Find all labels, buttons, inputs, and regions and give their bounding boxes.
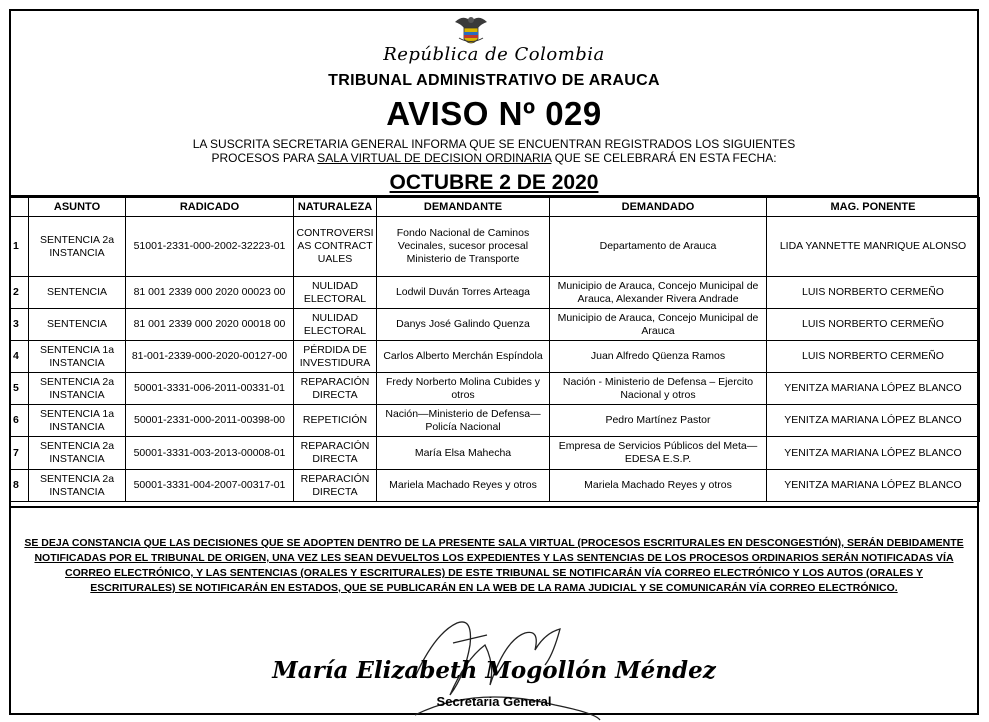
table-header-row (10, 198, 980, 217)
naturaleza-cell: REPETICIÓN (294, 405, 377, 437)
demandado-cell: Pedro Martínez Pastor (550, 405, 767, 437)
radicado-cell: 50001-3331-003-2013-00008-01 (126, 437, 294, 470)
header-cell: DEMANDANTE (377, 198, 550, 217)
demandado-cell: Nación - Ministerio de Defensa – Ejercito Nacional y otros (550, 373, 767, 405)
table-row (10, 341, 980, 373)
ponente-cell: YENITZA MARIANA LÓPEZ BLANCO (767, 373, 980, 405)
demandante-cell: Fondo Nacional de Caminos Vecinales, sucesor procesal Ministerio de Transporte (377, 217, 550, 277)
ponente-cell: YENITZA MARIANA LÓPEZ BLANCO (767, 470, 980, 502)
aviso-title: AVISO Nº 029 (386, 95, 602, 132)
header-cell (10, 198, 29, 217)
constancia-notice: SE DEJA CONSTANCIA QUE LAS DECISIONES QUE SE ADOPTEN DENTRO DE LA PRESENTE SALA VIRTUAL (PROCESOS ESCRITURALES EN DESCONGESTIÓN), SERÁN DEBIDAMENTE NOTIFICADAS POR EL TRIBUNAL DE ORIGEN, UNA VEZ LES SEAN DEVUELTOS LOS EXPEDIENTES Y LAS SENTENCIAS DE LOS PROCESOS ORDINARIOS SERÁN NOTIFICADAS VÍA CORREO ELECTRÓNICO, Y LAS SENTENCIAS (ORALES Y ESCRITURALES) DE ESTE TRIBUNAL SE NOTIFICARÁN VÍA CORREO ELECTRÓNICO Y LOS AUTOS (ORALES Y ESCRITURALES) SE NOTIFICARÁN EN ESTADOS, QUE SE PUBLICARÁN EN LA WEB DE LA RAMA JUDICIAL Y SE COMUNICARÁN VÍA CORREO ELECTRÓNICO. (24, 537, 964, 594)
intro-text (9, 137, 979, 165)
tribunal-heading: TRIBUNAL ADMINISTRATIVO DE ARAUCA (328, 72, 660, 89)
intro-line-2 (9, 151, 979, 165)
naturaleza-cell: REPARACIÓN DIRECTA (294, 437, 377, 470)
demandado-cell: Departamento de Arauca (550, 217, 767, 277)
radicado-cell: 50001-2331-000-2011-00398-00 (126, 405, 294, 437)
asunto-cell: SENTENCIA 1a INSTANCIA (29, 405, 126, 437)
naturaleza-cell: NULIDAD ELECTORAL (294, 309, 377, 341)
radicado-cell: 50001-3331-004-2007-00317-01 (126, 470, 294, 502)
divider-bottom (9, 506, 979, 508)
table-row (10, 309, 980, 341)
demandante-cell: Mariela Machado Reyes y otros (377, 470, 550, 502)
table-row (10, 373, 980, 405)
demandante-cell: Lodwil Duván Torres Arteaga (377, 277, 550, 309)
ponente-cell: YENITZA MARIANA LÓPEZ BLANCO (767, 437, 980, 470)
asunto-cell: SENTENCIA 2a INSTANCIA (29, 373, 126, 405)
row-number: 1 (10, 217, 29, 277)
intro-line-2-post: QUE SE CELEBRARÁ EN ESTA FECHA: (551, 151, 777, 165)
naturaleza-cell: NULIDAD ELECTORAL (294, 277, 377, 309)
row-number: 3 (10, 309, 29, 341)
naturaleza-cell: REPARACIÓN DIRECTA (294, 470, 377, 502)
republica-heading: República de Colombia (383, 44, 605, 65)
asunto-cell: SENTENCIA (29, 309, 126, 341)
signer-title: Secretaria General (436, 694, 552, 709)
header-cell: MAG. PONENTE (767, 198, 980, 217)
naturaleza-cell: REPARACIÓN DIRECTA (294, 373, 377, 405)
row-number: 7 (10, 437, 29, 470)
asunto-cell: SENTENCIA 2a INSTANCIA (29, 470, 126, 502)
ponente-cell: YENITZA MARIANA LÓPEZ BLANCO (767, 405, 980, 437)
demandante-cell: Carlos Alberto Merchán Espíndola (377, 341, 550, 373)
ponente-cell: LUIS NORBERTO CERMEÑO (767, 341, 980, 373)
naturaleza-cell: PÉRDIDA DE INVESTIDURA (294, 341, 377, 373)
header-cell: DEMANDADO (550, 198, 767, 217)
intro-line-2-underlined: SALA VIRTUAL DE DECISION ORDINARIA (317, 151, 552, 165)
signer-name: María Elizabeth Mogollón Méndez (272, 657, 716, 684)
row-number: 8 (10, 470, 29, 502)
table-row (10, 470, 980, 502)
asunto-cell: SENTENCIA (29, 277, 126, 309)
demandante-cell: María Elsa Mahecha (377, 437, 550, 470)
demandado-cell: Juan Alfredo Qüenza Ramos (550, 341, 767, 373)
demandado-cell: Municipio de Arauca, Concejo Municipal de Arauca (550, 309, 767, 341)
asunto-cell: SENTENCIA 2a INSTANCIA (29, 217, 126, 277)
demandado-cell: Municipio de Arauca, Concejo Municipal de Arauca, Alexander Rivera Andrade (550, 277, 767, 309)
header-cell: ASUNTO (29, 198, 126, 217)
coat-of-arms-icon (451, 12, 491, 48)
demandante-cell: Nación—Ministerio de Defensa—Policía Nacional (377, 405, 550, 437)
demandante-cell: Danys José Galindo Quenza (377, 309, 550, 341)
ponente-cell: LUIS NORBERTO CERMEÑO (767, 309, 980, 341)
naturaleza-cell: CONTROVERSIAS CONTRACTUALES (294, 217, 377, 277)
row-number: 6 (10, 405, 29, 437)
table-row (10, 277, 980, 309)
asunto-cell: SENTENCIA 2a INSTANCIA (29, 437, 126, 470)
radicado-cell: 81-001-2339-000-2020-00127-00 (126, 341, 294, 373)
radicado-cell: 50001-3331-006-2011-00331-01 (126, 373, 294, 405)
intro-line-1: LA SUSCRITA SECRETARIA GENERAL INFORMA QUE SE ENCUENTRAN REGISTRADOS LOS SIGUIENTES (192, 137, 796, 151)
intro-line-2-pre: PROCESOS PARA (211, 151, 318, 165)
radicado-cell: 51001-2331-000-2002-32223-01 (126, 217, 294, 277)
row-number: 2 (10, 277, 29, 309)
demandado-cell: Mariela Machado Reyes y otros (550, 470, 767, 502)
session-date: OCTUBRE 2 DE 2020 (389, 171, 599, 194)
demandado-cell: Empresa de Servicios Públicos del Meta—EDESA E.S.P. (550, 437, 767, 470)
asunto-cell: SENTENCIA 1a INSTANCIA (29, 341, 126, 373)
row-number: 5 (10, 373, 29, 405)
ponente-cell: LIDA YANNETTE MANRIQUE ALONSO (767, 217, 980, 277)
radicado-cell: 81 001 2339 000 2020 00018 00 (126, 309, 294, 341)
table-row (10, 217, 980, 277)
row-number: 4 (10, 341, 29, 373)
cases-table (9, 197, 980, 502)
header-cell: RADICADO (126, 198, 294, 217)
demandante-cell: Fredy Norberto Molina Cubides y otros (377, 373, 550, 405)
header-cell: NATURALEZA (294, 198, 377, 217)
table-row (10, 405, 980, 437)
ponente-cell: LUIS NORBERTO CERMEÑO (767, 277, 980, 309)
radicado-cell: 81 001 2339 000 2020 00023 00 (126, 277, 294, 309)
table-row (10, 437, 980, 470)
